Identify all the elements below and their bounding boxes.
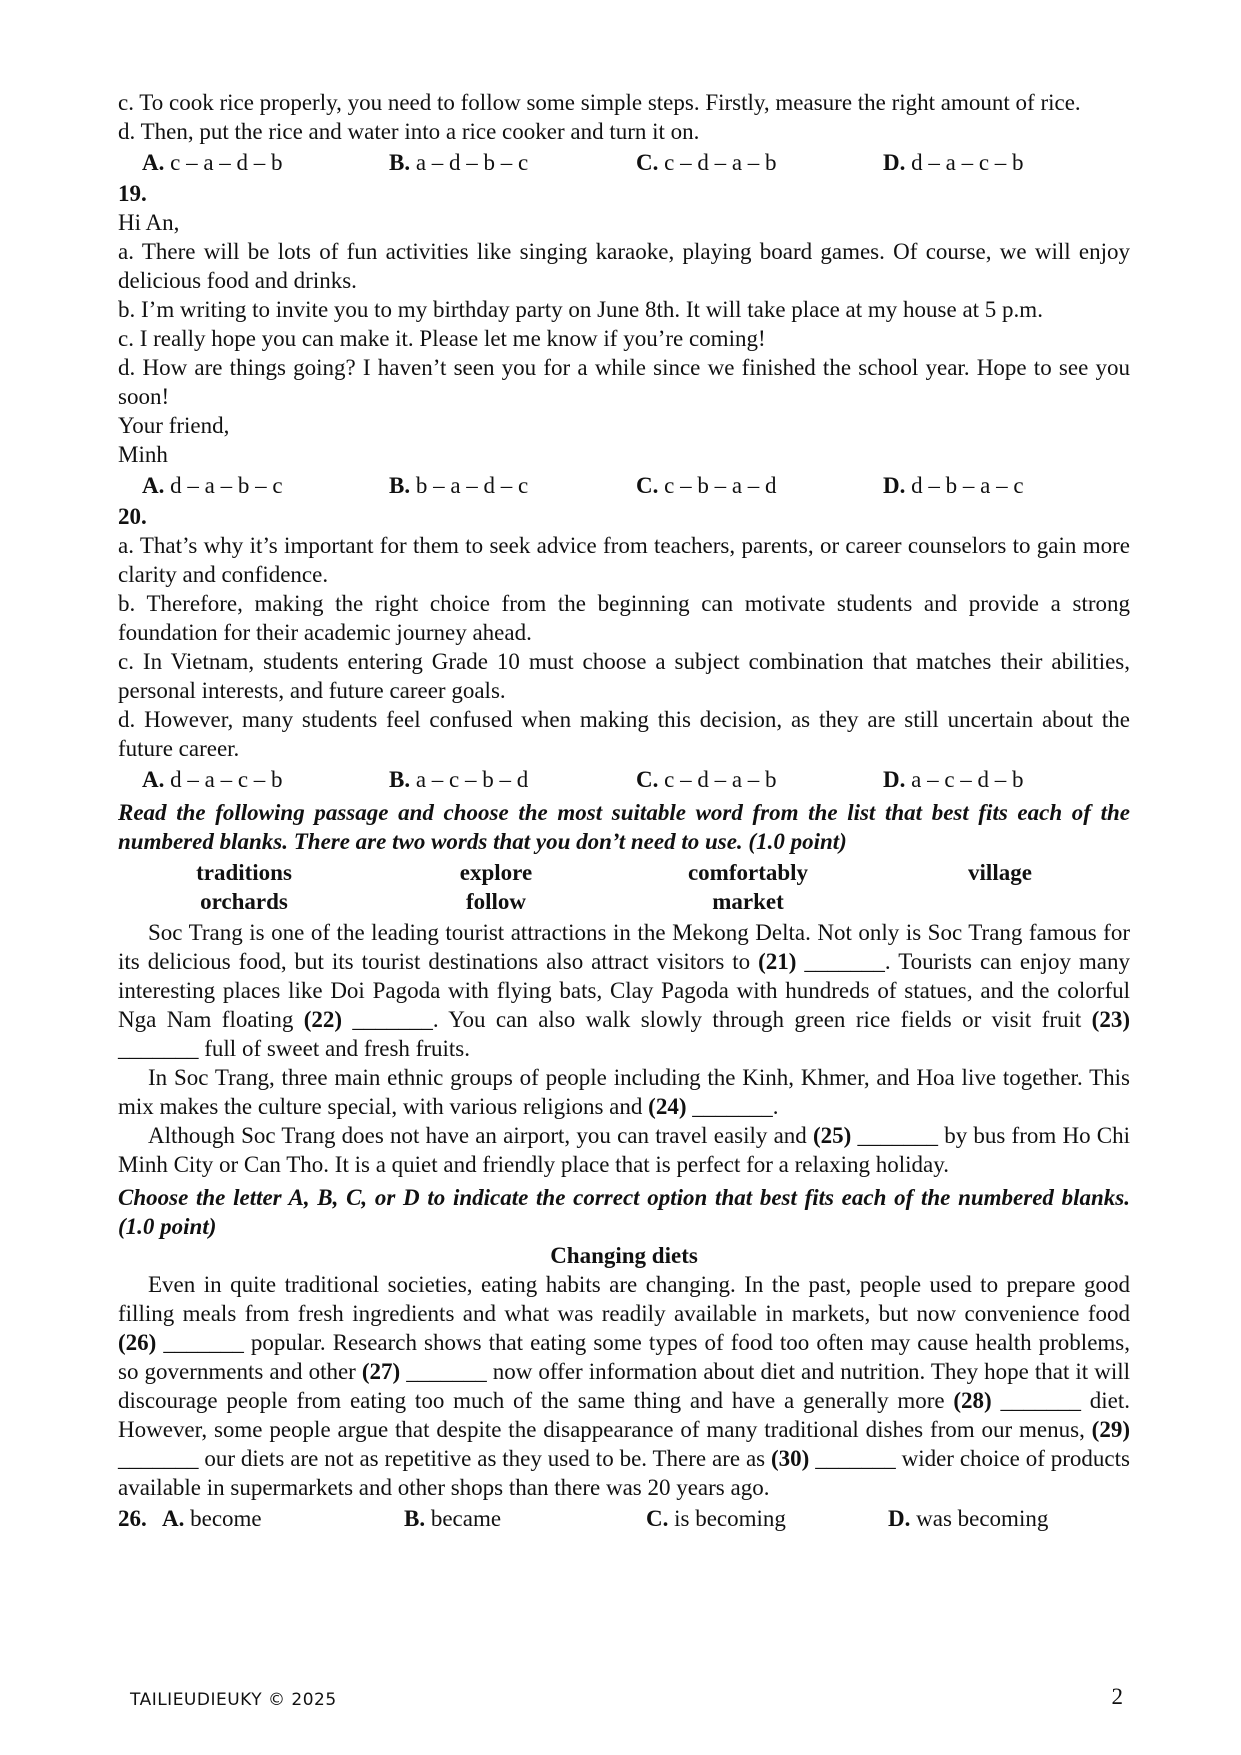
- word-bank-item: explore: [459, 860, 533, 885]
- word-bank: [118, 858, 1130, 916]
- word-list-instruction: Read the following passage and choose the most suitable word from the list that best fits each of the numbered blanks. There are two words that you don’t need to use. (1.0 point): [118, 800, 1130, 854]
- q18-answer-c: C. c – d – a – b: [636, 150, 777, 175]
- q26-answer-d: D. was becoming: [888, 1506, 1049, 1531]
- q18-answer-b: B. a – d – b – c: [389, 150, 529, 175]
- q18-answer-options: [118, 148, 1130, 177]
- q19-answer-a: A. d – a – b – c: [142, 473, 283, 498]
- q18-answer-a: A. c – a – d – b: [142, 150, 283, 175]
- q20-answer-a: A. d – a – c – b: [142, 767, 283, 792]
- cloze-paragraph: Even in quite traditional societies, eating habits are changing. In the past, people used to prepare good filling meals from fresh ingredients and what was readily available in markets, but now convenience food (26) _______ popular. Research shows that eating some types of food too often may cause health problems, so governments and other (27) _______ now offer information about diet and nutrition. They hope that it will discourage people from eating too much of the same thing and have a generally more (28) _______ diet. However, some people argue that despite the disappearance of many traditional dishes from our menus, (29) _______ our diets are not as repetitive as they used to be. There are as (30) _______ wider choice of products available in supermarkets and other shops than there was 20 years ago.: [118, 1272, 1130, 1500]
- q26-answer-a: A. become: [162, 1506, 262, 1531]
- document-page: [118, 88, 1130, 1533]
- q19-answer-d: D. d – b – a – c: [883, 473, 1024, 498]
- soc-trang-paragraph-1: Soc Trang is one of the leading tourist attractions in the Mekong Delta. Not only is Soc Trang famous for its delicious food, but its tourist destinations also attract visitors to (21) _______. Tourists can enjoy many interesting places like Doi Pagoda with flying bats, Clay Pagoda with hundreds of statues, and the colorful Nga Nam floating (22) _______. You can also walk slowly through green rice fields or visit fruit (23) _______ full of sweet and fresh fruits.: [118, 920, 1130, 1061]
- q20-answer-c: C. c – d – a – b: [636, 767, 777, 792]
- word-bank-item: comfortably: [687, 860, 809, 885]
- q19-answer-b: B. b – a – d – c: [389, 473, 529, 498]
- word-bank-item: orchards: [200, 889, 288, 914]
- q19-signature: Minh: [118, 442, 168, 467]
- q20-sentence-b: b. Therefore, making the right choice from the beginning can motivate students and provide a strong foundation for their academic journey ahead.: [118, 591, 1130, 645]
- cloze-instruction: Choose the letter A, B, C, or D to indicate the correct option that best fits each of the numbered blanks. (1.0 point): [118, 1185, 1130, 1239]
- q20-number: 20.: [118, 504, 147, 529]
- q26-number: 26.: [118, 1506, 147, 1531]
- soc-trang-paragraph-3: Although Soc Trang does not have an airport, you can travel easily and (25) _______ by bus from Ho Chi Minh City or Can Tho. It is a quiet and friendly place that is perfect for a relaxing holiday.: [118, 1123, 1131, 1177]
- q19-greeting: Hi An,: [118, 210, 180, 235]
- word-bank-item: follow: [465, 889, 527, 914]
- cloze-title: Changing diets: [550, 1243, 698, 1268]
- q19-number: 19.: [118, 181, 147, 206]
- q18-option-c-text: c. To cook rice properly, you need to follow some simple steps. Firstly, measure the right amount of rice.: [118, 90, 1081, 115]
- word-bank-item: village: [968, 860, 1032, 885]
- q20-answer-d: D. a – c – d – b: [883, 767, 1024, 792]
- q19-answer-options: [118, 471, 1130, 500]
- q19-answer-c: C. c – b – a – d: [636, 473, 777, 498]
- q20-sentence-a: a. That’s why it’s important for them to seek advice from teachers, parents, or career counselors to gain more clarity and confidence.: [118, 533, 1130, 587]
- q20-answer-b: B. a – c – b – d: [389, 767, 529, 792]
- q26-answer-c: C. is becoming: [646, 1506, 786, 1531]
- soc-trang-paragraph-2: In Soc Trang, three main ethnic groups of people including the Kinh, Khmer, and Hoa live together. This mix makes the culture special, with various religions and (24) _______.: [118, 1065, 1130, 1119]
- word-bank-item: traditions: [196, 860, 292, 885]
- q19-sentence-c: c. I really hope you can make it. Please let me know if you’re coming!: [118, 326, 766, 351]
- q19-closing: Your friend,: [118, 413, 230, 438]
- word-bank-item: market: [712, 889, 784, 914]
- q20-sentence-d: d. However, many students feel confused when making this decision, as they are still uncertain about the future career.: [118, 707, 1130, 761]
- q26-answer-b: B. became: [404, 1506, 502, 1531]
- q19-sentence-d: d. How are things going? I haven’t seen you for a while since we finished the school year. Hope to see you soon!: [118, 355, 1130, 409]
- q20-sentence-c: c. In Vietnam, students entering Grade 10 must choose a subject combination that matches their abilities, personal interests, and future career goals.: [118, 649, 1130, 703]
- q18-option-d-text: d. Then, put the rice and water into a rice cooker and turn it on.: [118, 119, 700, 144]
- q19-sentence-a: a. There will be lots of fun activities like singing karaoke, playing board games. Of course, we will enjoy delicious food and drinks.: [118, 239, 1130, 293]
- q18-answer-d: D. d – a – c – b: [883, 150, 1024, 175]
- q19-sentence-b: b. I’m writing to invite you to my birthday party on June 8th. It will take place at my house at 5 p.m.: [118, 297, 1043, 322]
- page-number: 2: [1111, 1684, 1123, 1709]
- q26-answer-options: [118, 1504, 1130, 1533]
- footer-brand: TAILIEUDIEUKY © 2025: [130, 1690, 337, 1710]
- q20-answer-options: [118, 765, 1130, 794]
